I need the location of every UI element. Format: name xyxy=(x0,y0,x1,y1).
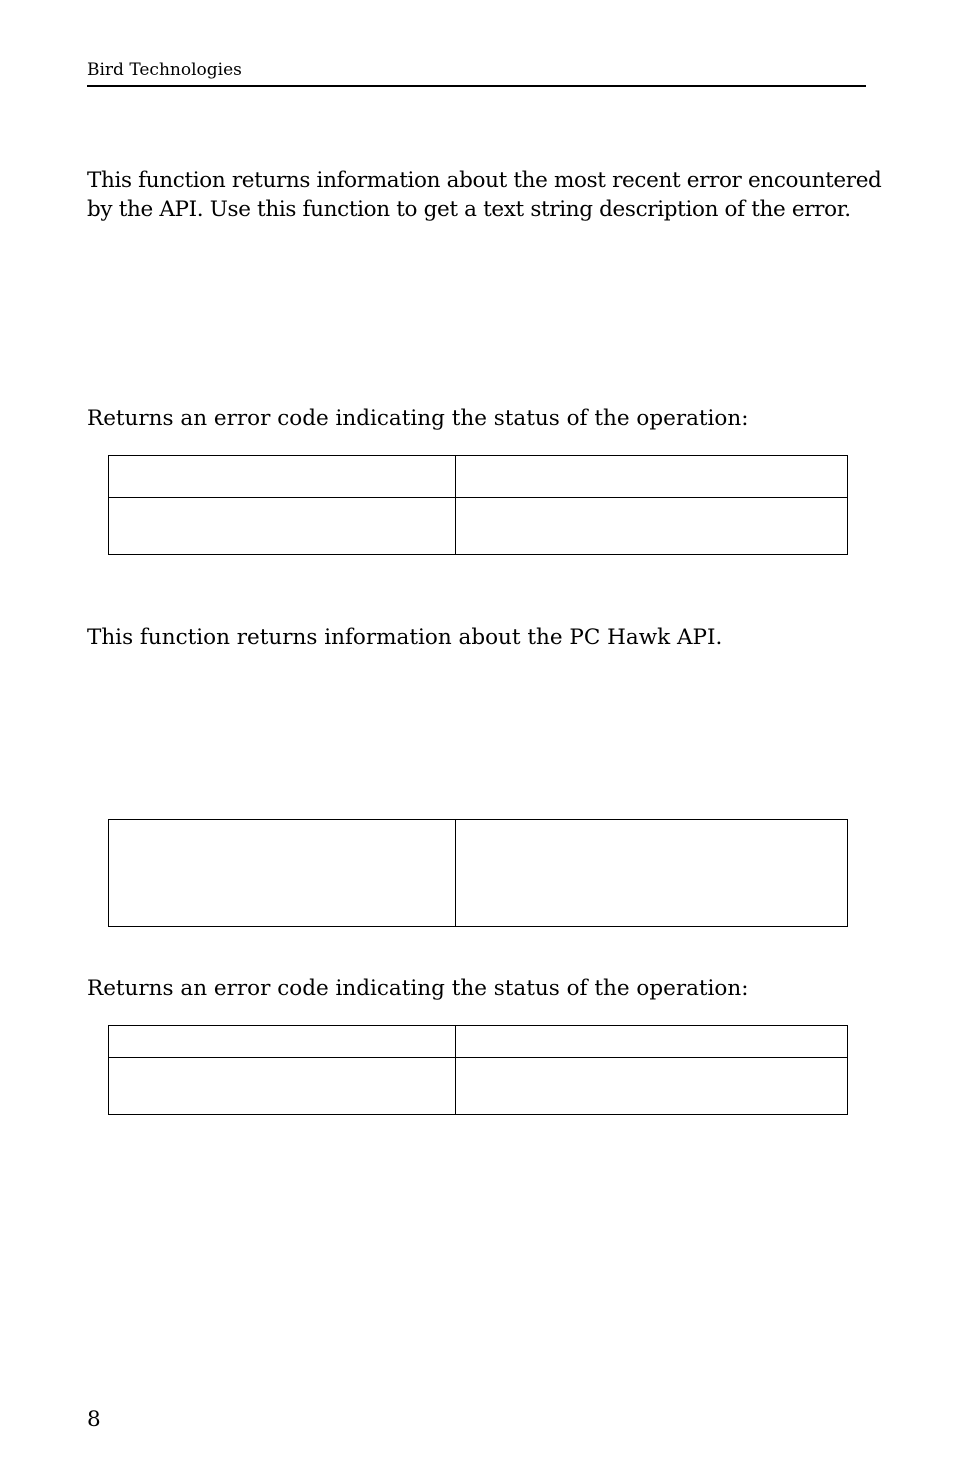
error-function-description xyxy=(87,166,882,224)
return-codes-table xyxy=(108,1025,848,1115)
table-row xyxy=(109,1058,848,1115)
table-cell xyxy=(109,1058,456,1115)
table-cell xyxy=(109,820,456,927)
parameters-table xyxy=(108,819,848,927)
table-row xyxy=(109,820,848,927)
table-cell xyxy=(456,498,848,555)
table-cell xyxy=(456,1026,848,1058)
table-row xyxy=(109,456,848,498)
table-row xyxy=(109,1026,848,1058)
description-line-1: This function returns information about the most recent error encountered xyxy=(87,168,882,193)
table-cell xyxy=(109,456,456,498)
return-value-description: Returns an error code indicating the status of the operation: xyxy=(87,406,749,431)
running-header: Bird Technologies xyxy=(87,60,242,80)
description-line-2: by the API. Use this function to get a text string description of the error. xyxy=(87,197,851,222)
page-number: 8 xyxy=(87,1407,101,1432)
table-cell xyxy=(456,820,848,927)
return-value-description: Returns an error code indicating the status of the operation: xyxy=(87,976,749,1001)
table-cell xyxy=(456,1058,848,1115)
table-cell xyxy=(109,1026,456,1058)
table-cell xyxy=(109,498,456,555)
return-codes-table xyxy=(108,455,848,555)
api-info-function-description: This function returns information about the PC Hawk API. xyxy=(87,625,723,650)
header-rule xyxy=(87,85,866,87)
table-cell xyxy=(456,456,848,498)
table-row xyxy=(109,498,848,555)
